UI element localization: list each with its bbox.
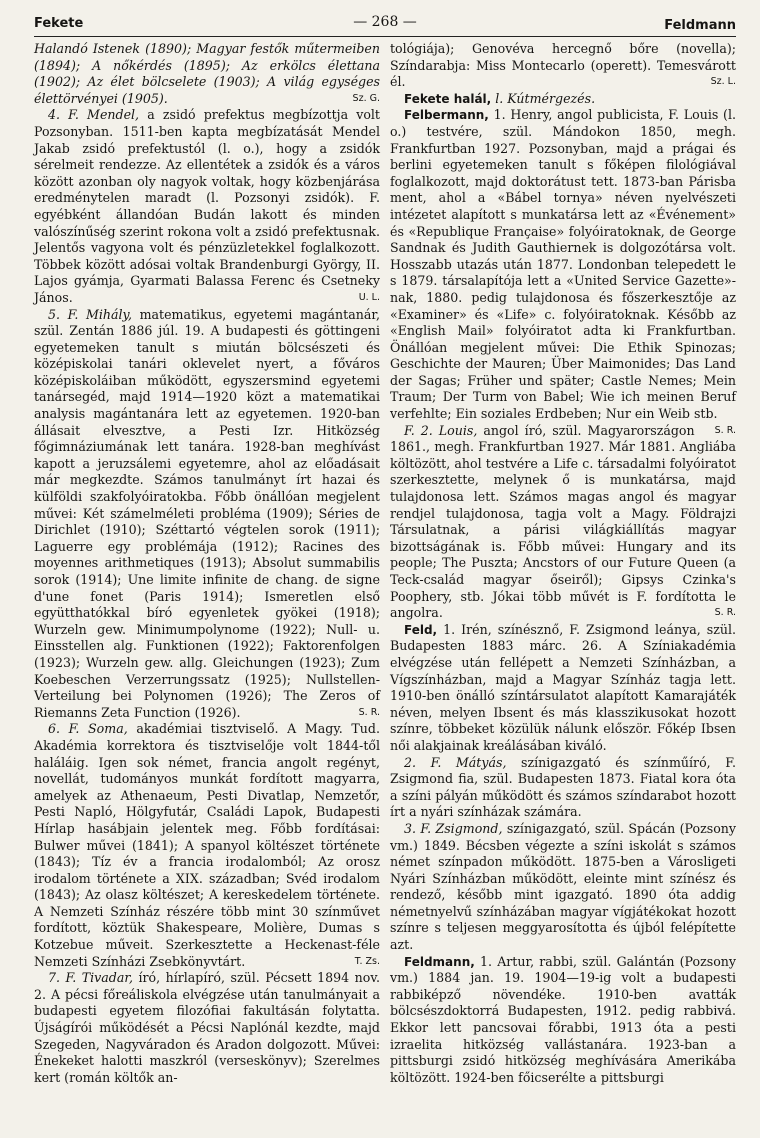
entry-text: színigazgató, szül. Spácán (Pozsony vm.) 1849. Bécsben végezte a színi iskolát s számos német színpadon működött. 1875-ben a Városligeti Nyári Színházban működött, eleinte mint színész és rendező, később mint igazgató. 1890 óta addig németnyelvű színházában magyar vígjátékokat hozott színre s teljesen meggyarosította és újból felépítette azt. <box>390 820 736 953</box>
author-signature: S. R. <box>714 607 736 619</box>
entry-lead: 4. F. Mendel, <box>48 107 140 123</box>
entry-tivadar <box>34 970 380 1086</box>
entry-headword: Fekete halál, <box>404 91 492 106</box>
entry-fekete-halal <box>390 91 736 108</box>
entry-lead: 2. F. Mátyás, <box>404 754 507 770</box>
entry-lead: 5. F. Mihály, <box>48 306 132 322</box>
entry-soma <box>34 721 380 970</box>
entry-text: 1. Artur, rabbi, szül. Galántán (Pozsony vm.) 1884 jan. 19. 1904—19-ig volt a budapesti rabbiképző növendéke. 1910-ben avatták bölcsészdoktorrá Budapesten, 1912. pedig rabbivá. Ekkor lett pancsovai főrabbi, 1913 óta a pesti izraelita hitközség vallástanára. 1923-ban a pittsburgi zsidó hitközség meghívására Amerikába költözött. 1924-ben főicserélte a pittsburgi <box>390 953 736 1085</box>
author-signature: U. L. <box>358 291 380 303</box>
left-column <box>34 41 380 1086</box>
entry-text: író, hírlapíró, szül. Pécsett 1894 nov. 2. A pécsi főreáliskola elvégzése után tanulmányait a budapesti egyetem filozófiai fakultásán folytatta. Újságírói működését a Pécsi Naplónál kezdte, majd Szegeden, Nagyváradon és Aradon dolgozott. Művei: Énekeket halotti maszkról (verseskönyv); Szerelmes kert (román költők an- <box>34 970 380 1085</box>
entry-text: 1. Irén, színésznő, F. Zsigmond leánya, szül. Budapesten 1883 márc. 26. A Színiakadémia elvégzése után fellépett a Nemzeti Színházban, a Vígszínházban, majd a Magyar Színház tagja lett. 1910-ben önálló színtársulatot alapított Kamarajáték néven, melyen Ibsent és más klasszikusokat hozott színre, többeket közülük nálunk először. Főkép Ibsen női alakjainak kreálásában kiváló. <box>390 621 736 753</box>
entry-text: akadémiai tisztviselő. A Magy. Tud. Akadémia korrektora és tisztviselője volt 1844-től haláláig. Igen sok német, francia angolt regényt, novellát, tudományos munkát fordított magyarra, amelyek az Athenaeum, Pesti Divatlap, Nemzetőr, Pesti Napló, Hölgyfutár, Családi Lapok, Budapesti Hírlap hasábjain jelentek meg. Főbb fordításai: Bulwer művei (1841); A spanyol költészet története (1843); Tíz év a francia irodalomból; Az orosz irodalom története a XIX. században; Svéd irodalom (1843); Az olasz költészet; A kereskedelem története. A Nemzeti Színház részére több mint 30 színművet fordított, köztük Shakespeare, Molière, Dumas s Kotzebue műveit. Szerkesztette a Heckenast-féle Nemzeti Színházi Zsebkönyvtárt. <box>34 721 380 969</box>
entry-feldmann-artur <box>390 954 736 1087</box>
entry-continuation: tológiája); Genovéva hercegnő bőre (novella); Színdarabja: Miss Montecarlo (operett). Temesvárott él. Sz. L. <box>390 41 736 90</box>
entry-headword: Feldmann, <box>404 954 475 969</box>
entry-headword: Felbermann, <box>404 108 489 123</box>
entry-feld-matyas <box>390 755 736 821</box>
entry-continuation: Halandó Istenek (1890); Magyar festők műtermeiben (1894); A nőkérdés (1895); Az erkölcs élettana (1902); Az élet bölcselete (1903); A világ egységes élettörvényei (1905). Sz. G. <box>34 41 380 106</box>
entry-lead: F. 2. Louis, <box>404 422 478 438</box>
author-signature: T. Zs. <box>354 955 380 967</box>
entry-headword: Feld, <box>404 622 438 637</box>
header-left-keyword: Fekete <box>34 16 84 31</box>
entry-text: l. Kútmérgezés. <box>495 90 596 106</box>
entry-lead: 7. F. Tivadar, <box>48 970 134 986</box>
author-signature: Sz. L. <box>710 76 736 88</box>
author-signature: Sz. G. <box>352 92 380 104</box>
entry-mihaly <box>34 307 380 722</box>
entry-lead: 6. F. Soma, <box>48 721 128 737</box>
entry-felbermann-louis <box>390 423 736 622</box>
author-signature: S. R. <box>358 706 380 718</box>
entry-mendel <box>34 107 380 306</box>
running-header <box>34 14 736 37</box>
page-number: — 268 — <box>353 14 417 30</box>
header-right-keyword: Feldmann <box>664 18 736 33</box>
entry-feld-iren <box>390 622 736 755</box>
author-signature: S. R. <box>714 424 736 436</box>
entry-text: színigazgató és színműíró, F. Zsigmond fia, szül. Budapesten 1873. Fiatal kora óta a színi pályán működött és számos színdarabot hozott írt a nyári színházak számára. <box>390 754 736 820</box>
entry-text: matematikus, egyetemi magántanár, szül. Zentán 1886 júl. 19. A budapesti és göttingeni egyetemeken tanult s miután bölcsészeti és középiskolai tanári oklevelet nyert, a főváros középiskoláiban működött, egyszersmind egyetemi tanársegéd, majd 1914—1920 közt a matematikai analysis magántanára lett az egyetemen. 1920-ban állásait elvesztve, a Pesti Izr. Hitközség főgimnáziumának lett tanára. 1928-ban meghívást kapott a jeruzsálemi egyetemre, ahol az előadásait már megkezdte. Számos tanulmányt írt hazai és külföldi szakfolyóiratokba. Főbb önállóan megjelent művei: Két számelméleti probléma (1909); Séries de Dirichlet (1910); Széttartó végtelen sorok (1911); Laguerre egy problémája (1912); Racines des moyennes arithmetiques (1913); Absolut summabilis sorok (1914); Une limite infinite de chang. de signe d'une fonet (Paris 1914); Ismeretlen első együtthatókkal bíró egyenletek gyökei (1918); Wurzeln gew. Minimumpolynome (1922); Null- u. Einsstellen alg. Funktionen (1922); Faktorenfolgen (1923); Wurzeln gew. allg. Gleichungen (1923); Zum Koebeschen Verzerrungssatz (1925); Nullstellen-Verteilung bei Polynomen (1926); The Zeros of Riemanns Zeta Function (1926). <box>34 306 380 720</box>
right-column <box>390 41 736 1086</box>
entry-text: 1. Henry, angol publicista, F. Louis (l. o.) testvére, szül. Mándokon 1850, megh. Frankfurtban 1927. Pozsonyban, majd a prágai és berlini egyetemeken tanult s főképen filológiával foglalkozott, majd doktorátust tett. 1873-ban Párisba ment, ahol a «Bábel tornya» néven nyelvészeti intézetet alapított s munkatársa lett az «Événement» és «Republique Française» folyóiratoknak, de George Sandnak és Judith Gauthiernek is dolgozótársa volt. Hosszabb utazás után 1877. Londonban telepedett le s 1879. társalapítója lett a «United Service Gazette»-nak, 1880. pedig tulajdonosa és főszerkesztője az «Examiner» és «Life» c. folyóiratoknak. Később az «English Mail» folyóiratot adta ki Frankfurtban. Önállóan megjelent művei: Die Ethik Spinozas; Geschichte der Mauren; Über Maimonides; Das Land der Sagas; Früher und später; Castle Nemes; Mein Traum; Der Turm von Babel; Wie ich meinen Beruf verfehlte; Ein soziales Erdbeben; Nur ein Weib stb. <box>390 107 736 422</box>
entry-feld-zsigmond <box>390 821 736 954</box>
entry-lead: 3. F. Zsigmond, <box>404 820 503 836</box>
two-column-body <box>34 41 736 1086</box>
entry-text: angol író, szül. Magyarországon 1861., megh. Frankfurtban 1927. Már 1881. Angliába költözött, ahol testvére a Life c. társadalmi folyóiratot szerkesztette, melynek ő is munkatársa, majd tulajdonosa lett. Számos magas angol és magyar rendjel tulajdonosa, tagja volt a Magy. Földrajzi Társulatnak, a párisi világkiállítás magyar bizottságának is. Főbb művei: Hungary and its people; The Puszta; Ancstors of our Future Queen (a Teck-család magyar őseiről); Gipsys Czinka's Poophery, stb. Jókai több művét is F. fordította le angolra. <box>390 422 736 621</box>
entry-text: a zsidó prefektus megbízottja volt Pozsonyban. 1511-ben kapta megbízatását Mendel Jakab zsidó prefektustól (l. o.), hogy a zsidók sérelmeit rendezze. Az ellentétek a zsidók és a város között azonban oly nagyok voltak, hogy közbenjárása eredménytelen maradt (l. Pozsonyi zsidók). F. egyébként állandóan Budán lakott és minden valószínűség szerint rokona volt a zsidó prefektusnak. Jelentős vagyona volt és pénzüzletekkel foglalkozott. Többek között adósai voltak Brandenburgi György, II. Lajos gyámja, Gyarmati Balassa Ferenc és Csetneky János. <box>34 107 381 305</box>
